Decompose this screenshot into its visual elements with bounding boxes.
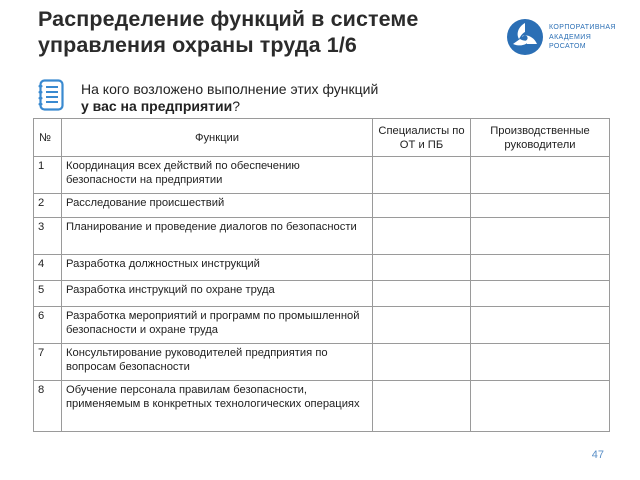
function-cell: Разработка инструкций по охране труда [62,281,373,307]
table-row [34,194,610,218]
title-line-2: управления охраны труда 1/6 [38,33,357,57]
table-body [34,157,610,432]
functions-table [33,118,610,432]
title-line-1: Распределение функций в системе [38,7,419,31]
question-text [81,81,501,115]
table-row [34,381,610,432]
table-row [34,157,610,194]
table-row [34,307,610,344]
row-number: 5 [34,281,62,307]
rosatom-logo-icon [505,17,545,57]
question-emphasis: у вас на предприятии [81,98,233,114]
managers-cell[interactable] [471,157,610,194]
row-number: 1 [34,157,62,194]
specialists-cell[interactable] [373,194,471,218]
table-row [34,281,610,307]
managers-cell[interactable] [471,218,610,255]
function-cell: Обучение персонала правилам безопасности, применяемым в конкретных технологических операциях [62,381,373,432]
table-row [34,218,610,255]
managers-cell[interactable] [471,307,610,344]
managers-cell[interactable] [471,194,610,218]
header-functions: Функции [62,119,373,157]
specialists-cell[interactable] [373,381,471,432]
question-line-2 [81,98,501,115]
header-num: № [34,119,62,157]
slide-title [38,6,508,58]
specialists-cell[interactable] [373,218,471,255]
table-row [34,344,610,381]
row-number: 7 [34,344,62,381]
question-line-1: На кого возложено выполнение этих функций [81,81,379,97]
rosatom-academy-logo [505,17,637,59]
question-mark: ? [232,98,241,114]
specialists-cell[interactable] [373,157,471,194]
page-number: 47 [591,449,604,461]
logo-text-line-3: РОСАТОМ [549,43,587,50]
row-number: 4 [34,255,62,281]
managers-cell[interactable] [471,255,610,281]
function-cell: Консультирование руководителей предприятия по вопросам безопасности [62,344,373,381]
table-header-row [34,119,610,157]
table-row [34,255,610,281]
row-number: 3 [34,218,62,255]
row-number: 8 [34,381,62,432]
managers-cell[interactable] [471,381,610,432]
header-specialists: Специалисты по ОТ и ПБ [373,119,471,157]
function-cell: Планирование и проведение диалогов по безопасности [62,218,373,255]
checklist-icon [38,78,66,112]
row-number: 6 [34,307,62,344]
header-managers: Производственные руководители [471,119,610,157]
specialists-cell[interactable] [373,255,471,281]
managers-cell[interactable] [471,344,610,381]
logo-text [549,23,635,52]
managers-cell[interactable] [471,281,610,307]
function-cell: Разработка должностных инструкций [62,255,373,281]
function-cell: Разработка мероприятий и программ по промышленной безопасности и охране труда [62,307,373,344]
specialists-cell[interactable] [373,344,471,381]
specialists-cell[interactable] [373,281,471,307]
specialists-cell[interactable] [373,307,471,344]
function-cell: Расследование происшествий [62,194,373,218]
logo-text-line-2: АКАДЕМИЯ [549,33,592,41]
logo-text-line-1: КОРПОРАТИВНАЯ [549,24,616,31]
row-number: 2 [34,194,62,218]
function-cell: Координация всех действий по обеспечению безопасности на предприятии [62,157,373,194]
